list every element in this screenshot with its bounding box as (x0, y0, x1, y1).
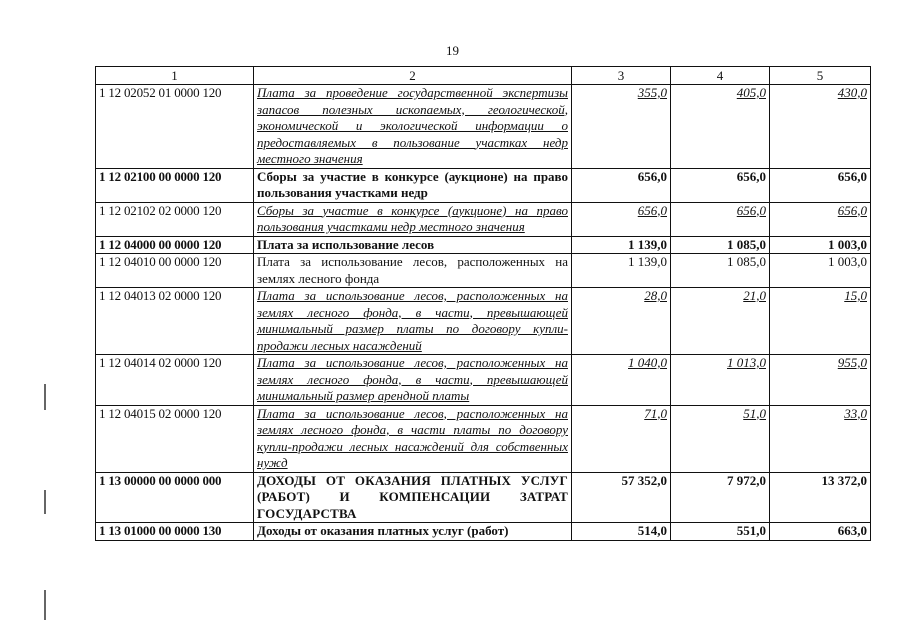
value-col4-cell (671, 254, 770, 288)
value-col3-cell (572, 254, 671, 288)
budget-code-cell (96, 85, 254, 169)
value-col4-cell-text: 21,0 (743, 288, 766, 303)
scan-margin-mark (44, 490, 46, 514)
value-col4-cell-text: 1 085,0 (727, 254, 766, 269)
table-body (96, 85, 871, 541)
revenue-name-cell (254, 85, 572, 169)
revenue-name-cell-text: Сборы за участие в конкурсе (аукционе) на право пользования участками недр (257, 168, 568, 200)
column-number-row (96, 67, 871, 85)
budget-code-cell-text: 1 12 04014 02 0000 120 (99, 355, 222, 370)
budget-code-cell (96, 168, 254, 202)
value-col4-cell-text: 656,0 (736, 202, 766, 218)
value-col3-cell-text: 28,0 (644, 288, 667, 303)
page-number: 19 (446, 43, 459, 58)
value-col5-cell (770, 254, 871, 288)
value-col4-cell (671, 168, 770, 202)
revenue-name-cell-text: Плата за использование лесов (257, 236, 435, 252)
value-col3-cell-text: 1 040,0 (628, 355, 667, 370)
value-col3-cell (572, 472, 671, 523)
budget-code-cell (96, 355, 254, 406)
budget-code-cell-text: 1 12 02052 01 0000 120 (99, 85, 222, 100)
budget-code-cell (96, 202, 254, 236)
value-col3-cell (572, 355, 671, 406)
value-col4-cell-text: 51,0 (743, 405, 766, 421)
revenue-name-cell-text: Плата за использование лесов, расположенных на землях лесного фонда (257, 254, 568, 286)
table-row (96, 405, 871, 472)
value-col3-cell-text: 1 139,0 (628, 236, 667, 252)
value-col4-cell-text: 405,0 (736, 85, 766, 100)
value-col4-cell (671, 355, 770, 406)
column-number: 4 (671, 67, 770, 85)
column-number: 3 (572, 67, 671, 85)
table-row (96, 472, 871, 523)
value-col4-cell (671, 288, 770, 355)
value-col5-cell-text: 15,0 (844, 288, 867, 303)
value-col4-cell-text: 7 972,0 (727, 472, 766, 488)
value-col5-cell (770, 405, 871, 472)
revenue-name-cell (254, 288, 572, 355)
budget-code-cell (96, 472, 254, 523)
value-col5-cell-text: 1 003,0 (828, 254, 867, 269)
budget-code-cell (96, 254, 254, 288)
value-col3-cell-text: 514,0 (637, 523, 667, 538)
revenue-name-cell-text: Доходы от оказания платных услуг (работ) (257, 523, 509, 538)
value-col3-cell-text: 656,0 (637, 168, 667, 184)
table-row (96, 523, 871, 541)
value-col4-cell (671, 472, 770, 523)
scan-margin-mark (44, 384, 46, 410)
value-col4-cell (671, 523, 770, 541)
value-col3-cell-text: 57 352,0 (621, 472, 667, 488)
budget-code-cell (96, 236, 254, 254)
budget-code-cell-text: 1 12 02100 00 0000 120 (99, 168, 222, 184)
budget-code-cell (96, 523, 254, 541)
value-col5-cell-text: 1 003,0 (828, 236, 867, 252)
table-row (96, 355, 871, 406)
budget-code-cell-text: 1 12 04015 02 0000 120 (99, 405, 222, 421)
value-col3-cell-text: 656,0 (637, 202, 667, 218)
value-col3-cell (572, 288, 671, 355)
value-col3-cell (572, 405, 671, 472)
value-col3-cell-text: 1 139,0 (628, 254, 667, 269)
value-col5-cell (770, 236, 871, 254)
budget-code-cell-text: 1 13 00000 00 0000 000 (99, 472, 222, 488)
value-col3-cell (572, 236, 671, 254)
value-col5-cell-text: 663,0 (837, 523, 867, 538)
column-number: 5 (770, 67, 871, 85)
value-col3-cell (572, 85, 671, 169)
revenue-name-cell (254, 405, 572, 472)
revenue-name-cell-text: Сборы за участие в конкурсе (аукционе) на право пользования участками недр местного значения (257, 202, 568, 234)
column-number: 1 (96, 67, 254, 85)
value-col4-cell-text: 551,0 (736, 523, 766, 538)
value-col4-cell (671, 202, 770, 236)
value-col5-cell (770, 288, 871, 355)
budget-code-cell (96, 288, 254, 355)
revenue-table (95, 66, 871, 541)
revenue-name-cell-text: Плата за использование лесов, расположенных на землях лесного фонда, в части, превышающей минимальный размер арендной платы (257, 355, 568, 403)
value-col5-cell (770, 523, 871, 541)
budget-code-cell-text: 1 13 01000 00 0000 130 (99, 523, 222, 538)
budget-code-cell (96, 405, 254, 472)
value-col5-cell (770, 355, 871, 406)
value-col3-cell (572, 168, 671, 202)
value-col5-cell (770, 472, 871, 523)
table-row (96, 288, 871, 355)
column-number: 2 (254, 67, 572, 85)
table-row (96, 236, 871, 254)
value-col4-cell (671, 405, 770, 472)
table-row (96, 85, 871, 169)
table-row (96, 202, 871, 236)
value-col3-cell (572, 523, 671, 541)
revenue-name-cell (254, 472, 572, 523)
revenue-name-cell (254, 355, 572, 406)
revenue-name-cell (254, 236, 572, 254)
revenue-name-cell-text: ДОХОДЫ ОТ ОКАЗАНИЯ ПЛАТНЫХ УСЛУГ (РАБОТ) И КОМПЕНСАЦИИ ЗАТРАТ ГОСУДАРСТВА (257, 472, 568, 521)
value-col4-cell (671, 236, 770, 254)
value-col5-cell-text: 430,0 (837, 85, 867, 100)
value-col4-cell (671, 85, 770, 169)
value-col5-cell (770, 85, 871, 169)
value-col4-cell-text: 1 085,0 (727, 236, 766, 252)
revenue-name-cell-text: Плата за использование лесов, расположенных на землях лесного фонда, в части, превышающей минимальный размер платы по договору купли-продажи лесных насаждений (257, 288, 568, 353)
revenue-name-cell (254, 523, 572, 541)
budget-code-cell-text: 1 12 04013 02 0000 120 (99, 288, 222, 303)
value-col4-cell-text: 656,0 (736, 168, 766, 184)
value-col3-cell (572, 202, 671, 236)
value-col3-cell-text: 355,0 (637, 85, 667, 100)
budget-code-cell-text: 1 12 04000 00 0000 120 (99, 236, 222, 252)
table-row (96, 254, 871, 288)
value-col4-cell-text: 1 013,0 (727, 355, 766, 370)
budget-code-cell-text: 1 12 02102 02 0000 120 (99, 202, 222, 218)
value-col5-cell-text: 656,0 (837, 168, 867, 184)
value-col5-cell (770, 168, 871, 202)
budget-code-cell-text: 1 12 04010 00 0000 120 (99, 254, 222, 269)
value-col5-cell-text: 656,0 (837, 202, 867, 218)
value-col5-cell (770, 202, 871, 236)
value-col5-cell-text: 955,0 (837, 355, 867, 370)
revenue-name-cell (254, 168, 572, 202)
revenue-name-cell (254, 254, 572, 288)
scan-margin-mark (44, 590, 46, 620)
revenue-name-cell-text: Плата за проведение государственной экспертизы запасов полезных ископаемых, геологической, экономической и экологической информации о предоставляемых в пользование участках недр местного значения (257, 85, 568, 166)
value-col5-cell-text: 13 372,0 (821, 472, 867, 488)
revenue-name-cell-text: Плата за использование лесов, расположенных на землях лесного фонда, в части платы по договору купли-продажи лесных насаждений для собственных нужд (257, 405, 568, 470)
value-col5-cell-text: 33,0 (844, 405, 867, 421)
table-row (96, 168, 871, 202)
revenue-name-cell (254, 202, 572, 236)
value-col3-cell-text: 71,0 (644, 405, 667, 421)
